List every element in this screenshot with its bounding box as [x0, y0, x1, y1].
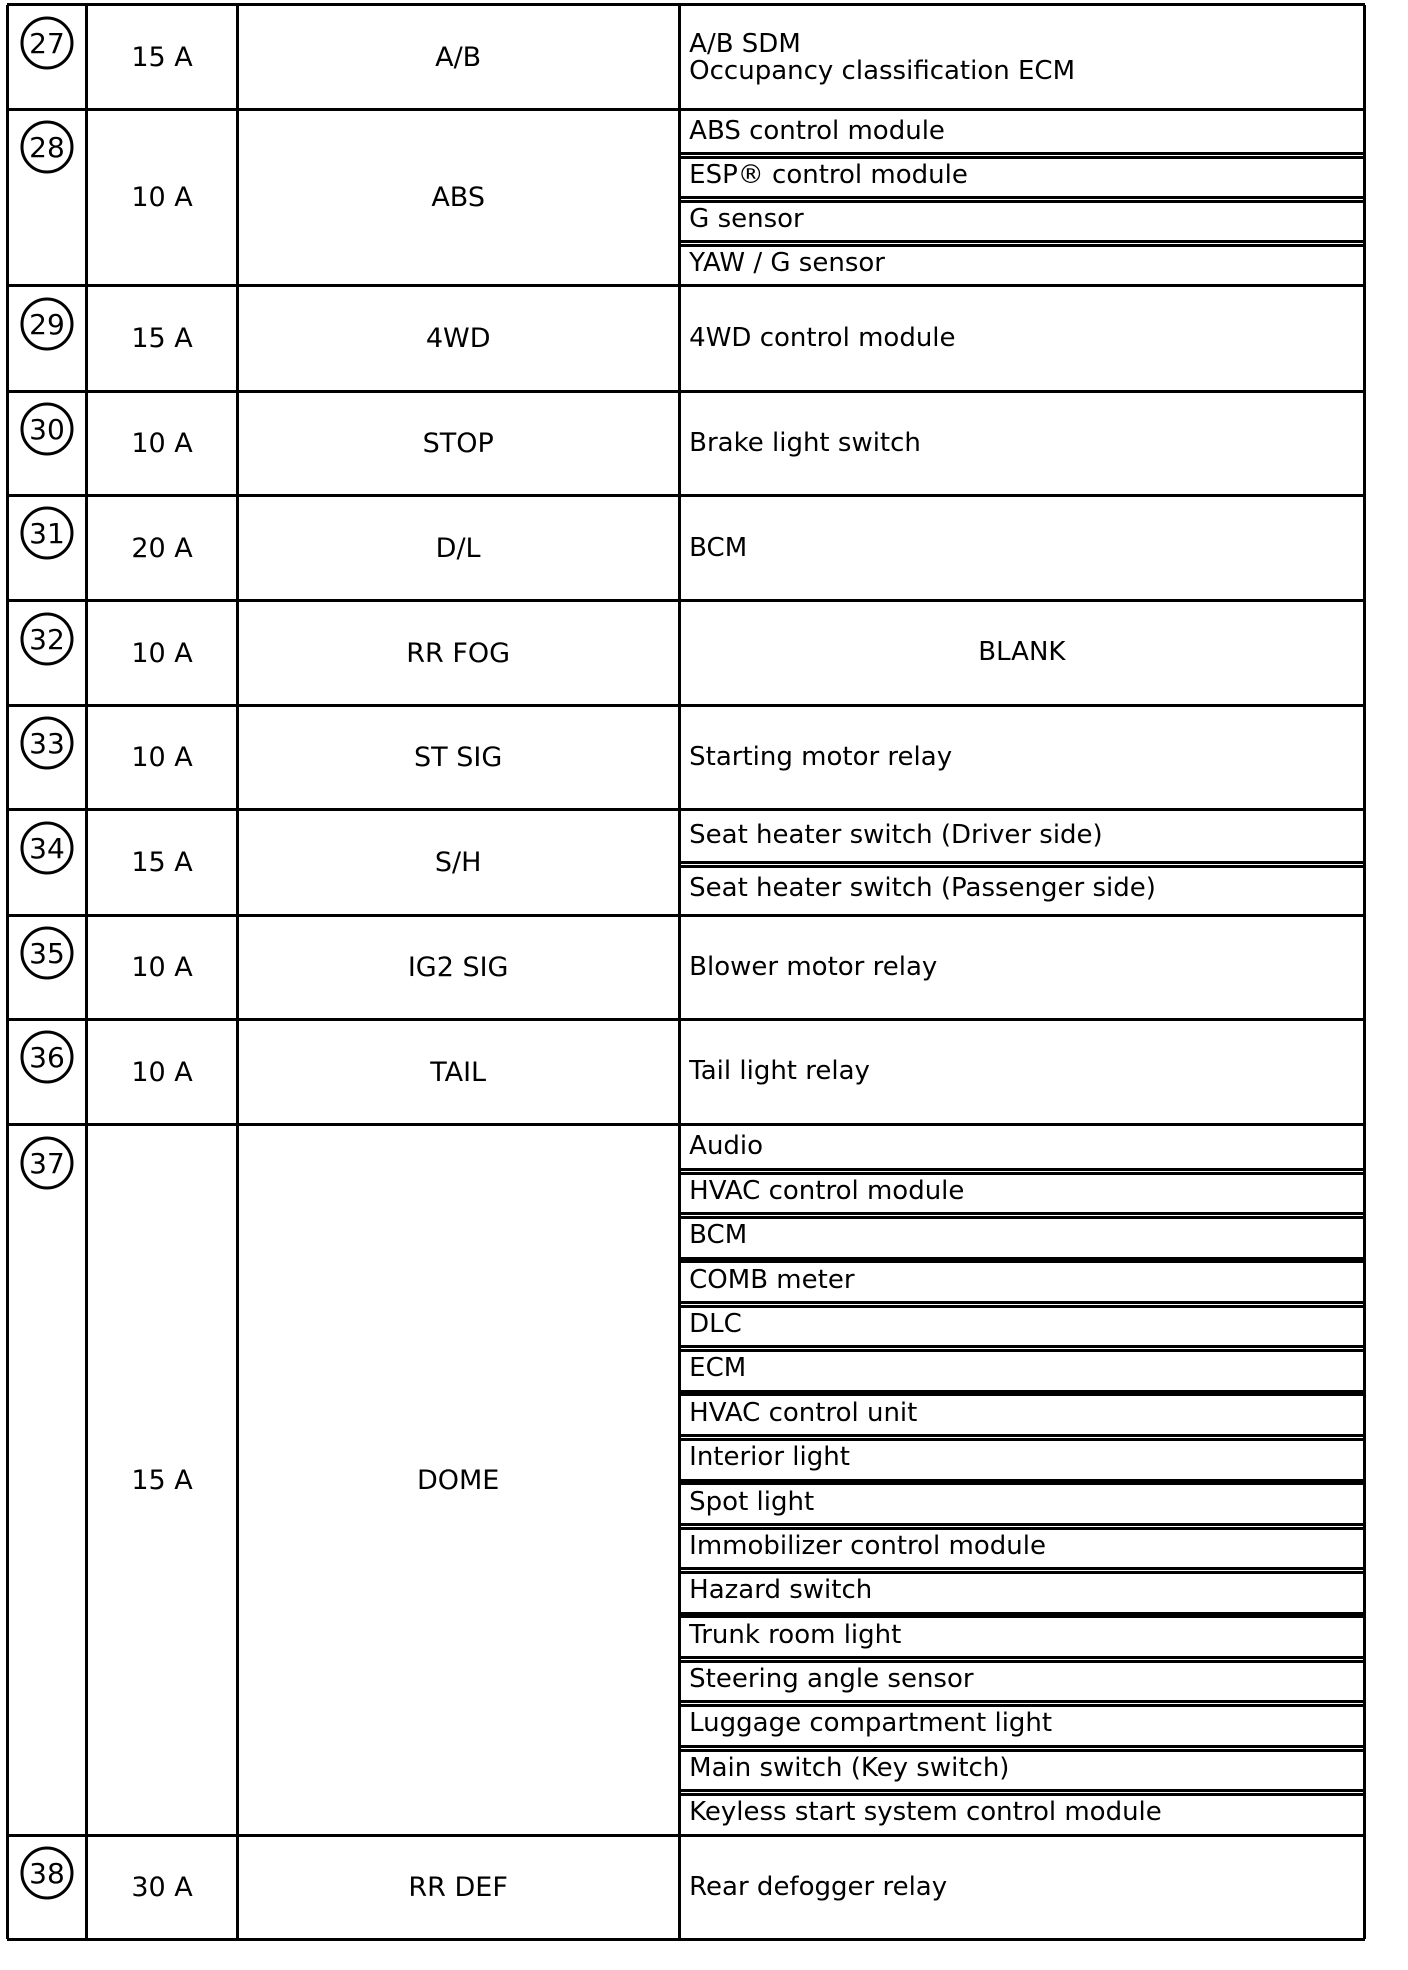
circuit-line: Occupancy classification ECM [689, 56, 1076, 87]
circuit-cell: Interior light [689, 1442, 850, 1473]
fuse-rating: 10 A [131, 951, 193, 983]
circuit-cell: Audio [689, 1131, 764, 1162]
circuit-cell: Keyless start system control module [689, 1797, 1162, 1828]
fuse-rating: 10 A [131, 741, 193, 773]
fuse-rating: 10 A [131, 181, 193, 213]
circuit-cell: HVAC control module [689, 1175, 965, 1206]
fuse-number-badge-icon [19, 15, 75, 71]
fuse-number-cell [7, 601, 86, 705]
fuse-name: ABS [431, 181, 485, 213]
fuse-number-cell [7, 705, 86, 809]
circuit-cell: Main switch (Key switch) [689, 1752, 1010, 1783]
fuse-number-badge-icon [19, 611, 75, 667]
circuit-cell: Rear defogger relay [689, 1871, 948, 1902]
fuse-rating: 15 A [131, 1464, 193, 1496]
circuit-cell: Seat heater switch (Driver side) [689, 820, 1103, 851]
fuse-number: 34 [29, 831, 65, 865]
fuse-rating: 10 A [131, 637, 193, 669]
fuse-number-cell [7, 1835, 86, 1939]
circuit-cell: 4WD control module [689, 322, 956, 353]
circuit-cell: Spot light [689, 1486, 815, 1517]
fuse-number: 37 [29, 1146, 65, 1180]
fuse-number-badge-icon [19, 296, 75, 352]
fuse-name: IG2 SIG [407, 951, 509, 983]
fuse-name: STOP [422, 427, 494, 459]
circuit-cell: HVAC control unit [689, 1397, 918, 1428]
circuit-cell: Trunk room light [689, 1619, 902, 1650]
fuse-number-cell [7, 5, 86, 109]
circuit-cell: Seat heater switch (Passenger side) [689, 873, 1156, 904]
circuit-cell: Tail light relay [689, 1056, 870, 1087]
fuse-number-badge-icon [19, 820, 75, 876]
circuit-cell: Steering angle sensor [689, 1664, 974, 1695]
circuit-cell: ABS control module [689, 115, 945, 146]
fuse-name: RR DEF [408, 1871, 508, 1903]
fuse-number-badge-icon [19, 1135, 75, 1191]
fuse-name: A/B [435, 41, 482, 73]
circuit-cell: Starting motor relay [689, 741, 953, 772]
circuit-blank: BLANK [978, 637, 1066, 668]
fuse-number-badge-icon [19, 925, 75, 981]
fuse-number-badge-icon [19, 505, 75, 561]
fuse-number: 38 [29, 1857, 65, 1891]
fuse-number: 31 [29, 517, 65, 551]
circuit-cell: Immobilizer control module [689, 1530, 1046, 1561]
fuse-name: S/H [434, 846, 482, 878]
fuse-number: 36 [29, 1041, 65, 1075]
fuse-name: DOME [416, 1464, 500, 1496]
fuse-name: RR FOG [406, 637, 511, 669]
fuse-rating: 15 A [131, 322, 193, 354]
fuse-number: 32 [29, 622, 65, 656]
fuse-number-cell [7, 1125, 86, 1835]
circuit-cell: Brake light switch [689, 427, 921, 458]
fuse-name: TAIL [430, 1056, 487, 1088]
circuit-cell: G sensor [689, 203, 804, 234]
circuit-cell: Hazard switch [689, 1575, 873, 1606]
circuit-cell: Blower motor relay [689, 951, 938, 982]
fuse-rating: 15 A [131, 846, 193, 878]
fuse-number: 33 [29, 727, 65, 761]
circuit-cell: COMB meter [689, 1264, 855, 1295]
circuit-cell [679, 5, 1364, 109]
fuse-name: D/L [435, 532, 481, 564]
circuit-cell: ECM [689, 1353, 747, 1384]
fuse-rating: 30 A [131, 1871, 193, 1903]
fuse-number: 35 [29, 937, 65, 971]
fuse-number-cell [7, 495, 86, 601]
fuse-number-cell [7, 391, 86, 495]
fuse-number: 28 [29, 131, 65, 165]
fuse-number: 27 [29, 26, 65, 60]
fuse-rating: 10 A [131, 1056, 193, 1088]
circuit-cell: Luggage compartment light [689, 1708, 1053, 1739]
fuse-number-badge-icon [19, 1029, 75, 1085]
fuse-number-badge-icon [19, 401, 75, 457]
circuit-cell: BCM [689, 1220, 748, 1251]
fuse-number-cell [7, 286, 86, 392]
fuse-number-badge-icon [19, 715, 75, 771]
fuse-number: 30 [29, 413, 65, 447]
fuse-number-cell [7, 915, 86, 1019]
fuse-number-cell [7, 1019, 86, 1125]
fuse-number-badge-icon [19, 1845, 75, 1901]
fuse-name: ST SIG [414, 741, 503, 773]
fuse-number-badge-icon [19, 119, 75, 175]
circuit-cell: DLC [689, 1308, 742, 1339]
circuit-line: A/B SDM [689, 28, 801, 59]
fuse-rating: 20 A [131, 532, 193, 564]
circuit-cell: BCM [689, 532, 748, 563]
fuse-number-cell [7, 109, 86, 285]
fuse-name: 4WD [425, 322, 491, 354]
circuit-cell: YAW / G sensor [689, 247, 885, 278]
circuit-cell: ESP® control module [689, 159, 968, 190]
fuse-number-cell [7, 810, 86, 916]
fuse-rating: 10 A [131, 427, 193, 459]
fuse-number: 29 [29, 307, 65, 341]
fuse-rating: 15 A [131, 41, 193, 73]
